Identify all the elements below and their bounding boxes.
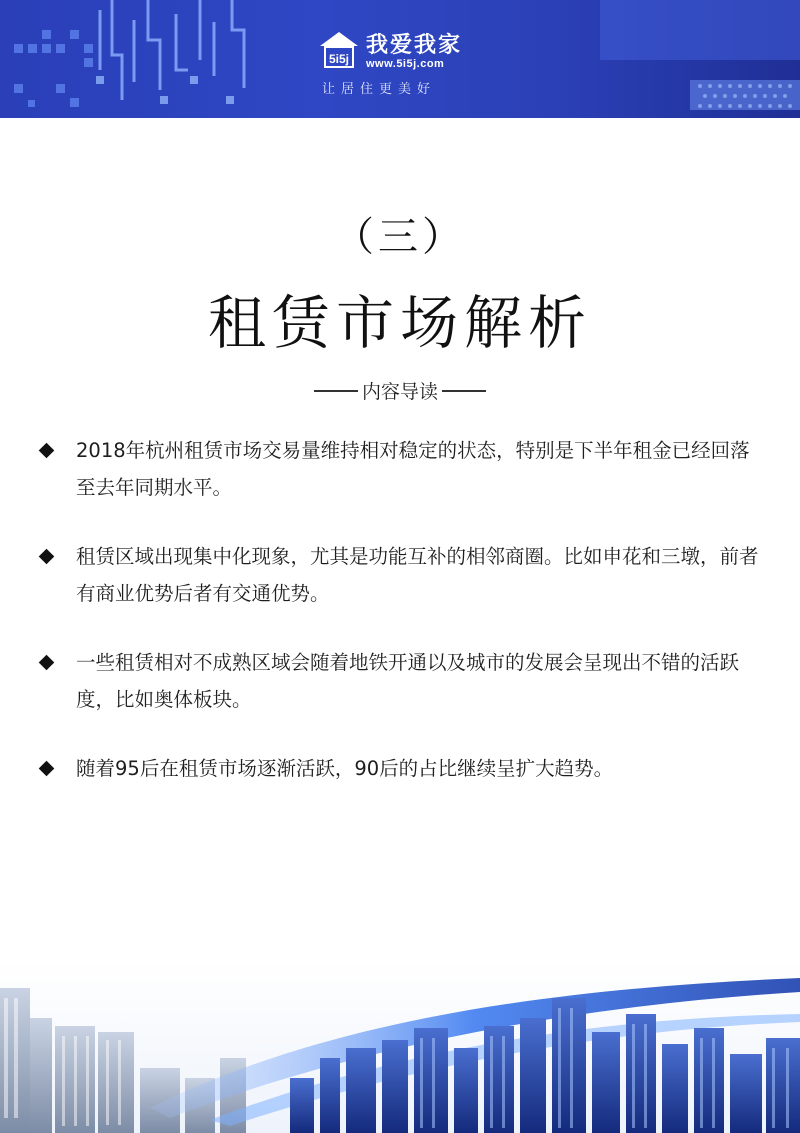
divider-left — [314, 390, 358, 392]
bullet-text: 一些租赁相对不成熟区域会随着地铁开通以及城市的发展会呈现出不错的活跃度，比如奥体板块。 — [76, 651, 740, 711]
brand-name: 我爱我家 — [366, 33, 463, 58]
divider-right — [442, 390, 486, 392]
house-logo-icon — [318, 30, 360, 70]
section-number: （三） — [334, 214, 466, 260]
bullet-text: 租赁区域出现集中化现象，尤其是功能互补的相邻商圈。比如申花和三墩，前者有商业优势后者有交通优势。 — [76, 545, 759, 605]
header-banner — [0, 0, 800, 118]
diamond-icon — [39, 761, 55, 777]
brand-slogan: 让居住更美好 — [322, 82, 437, 97]
bullet-list — [38, 432, 768, 819]
list-item — [38, 644, 768, 718]
bullet-text: 2018年杭州租赁市场交易量维持相对稳定的状态，特别是下半年租金已经回落至去年同期水平。 — [76, 439, 750, 499]
list-item — [38, 750, 768, 787]
subtitle — [0, 377, 800, 404]
logo-mark-text: 5i5j — [328, 52, 350, 66]
diamond-icon — [39, 549, 55, 565]
city-skyline-illustration — [0, 958, 800, 1133]
brand-logo — [318, 28, 488, 98]
diamond-icon — [39, 443, 55, 459]
diamond-icon — [39, 655, 55, 671]
list-item — [38, 538, 768, 612]
subtitle-text: 内容导读 — [361, 381, 438, 403]
bullet-text: 随着95后在租赁市场逐渐活跃，90后的占比继续呈扩大趋势。 — [76, 757, 614, 780]
list-item — [38, 432, 768, 506]
page-title: 租赁市场解析 — [207, 289, 592, 357]
brand-url: www.5i5j.com — [366, 58, 445, 70]
